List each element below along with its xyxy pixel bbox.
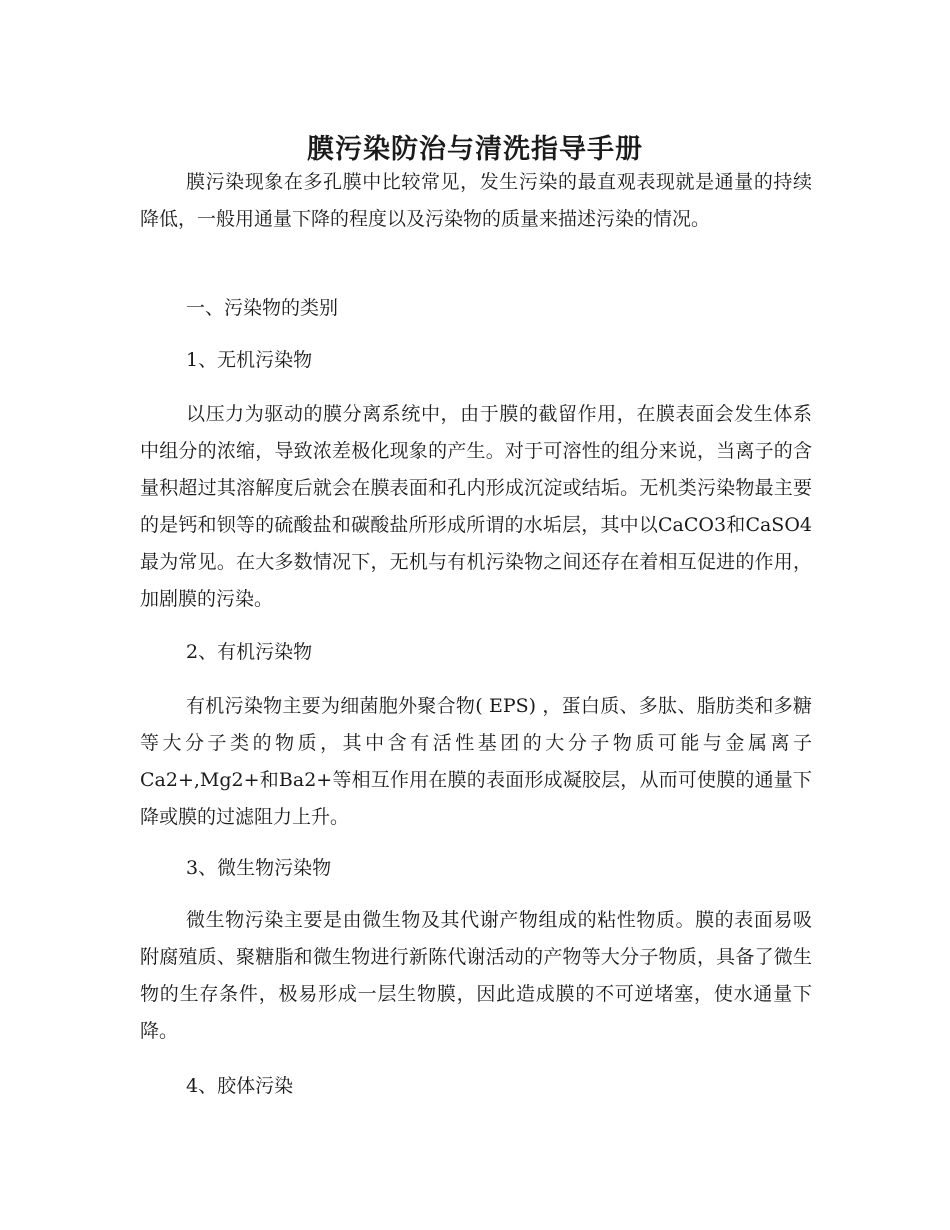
paragraph-inorganic: 以压力为驱动的膜分离系统中，由于膜的截留作用，在膜表面会发生体系中组分的浓缩，导致浓差极化现象的产生。对于可溶性的组分来说，当离子的含量积超过其溶解度后就会在膜表面和孔内形成沉淀或结垢。无机类污染物最主要的是钙和钡等的硫酸盐和碳酸盐所形成所谓的水垢层，其中以CaCO3和CaSO4最为常见。在大多数情况下，无机与有机污染物之间还存在着相互促进的作用，加剧膜的污染。 — [140, 403, 812, 610]
subsection-heading-inorganic: 1、无机污染物 — [186, 349, 313, 371]
paragraph-microbial: 微生物污染主要是由微生物及其代谢产物组成的粘性物质。膜的表面易吸附腐殖质、聚糖脂和微生物进行新陈代谢活动的产物等大分子物质，具备了微生物的生存条件，极易形成一层生物膜，因此造成膜的不可逆堵塞，使水通量下降。 — [140, 909, 812, 1042]
intro-paragraph: 膜污染现象在多孔膜中比较常见，发生污染的最直观表现就是通量的持续降低，一般用通量下降的程度以及污染物的质量来描述污染的情况。 — [140, 171, 812, 230]
paragraph-organic: 有机污染物主要为细菌胞外聚合物( EPS) ，蛋白质、多肽、脂肪类和多糖等大分子类的物质，其中含有活性基团的大分子物质可能与金属离子Ca2+,Mg2+和Ba2+等相互作用在膜的表面形成凝胶层，从而可使膜的通量下降或膜的过滤阻力上升。 — [140, 695, 812, 828]
subsection-heading-organic: 2、有机污染物 — [186, 641, 313, 663]
section-heading: 一、污染物的类别 — [186, 297, 339, 319]
subsection-heading-colloid: 4、胶体污染 — [186, 1075, 294, 1097]
subsection-heading-microbial: 3、微生物污染物 — [186, 857, 332, 879]
document-title: 膜污染防治与清洗指导手册 — [307, 134, 643, 166]
